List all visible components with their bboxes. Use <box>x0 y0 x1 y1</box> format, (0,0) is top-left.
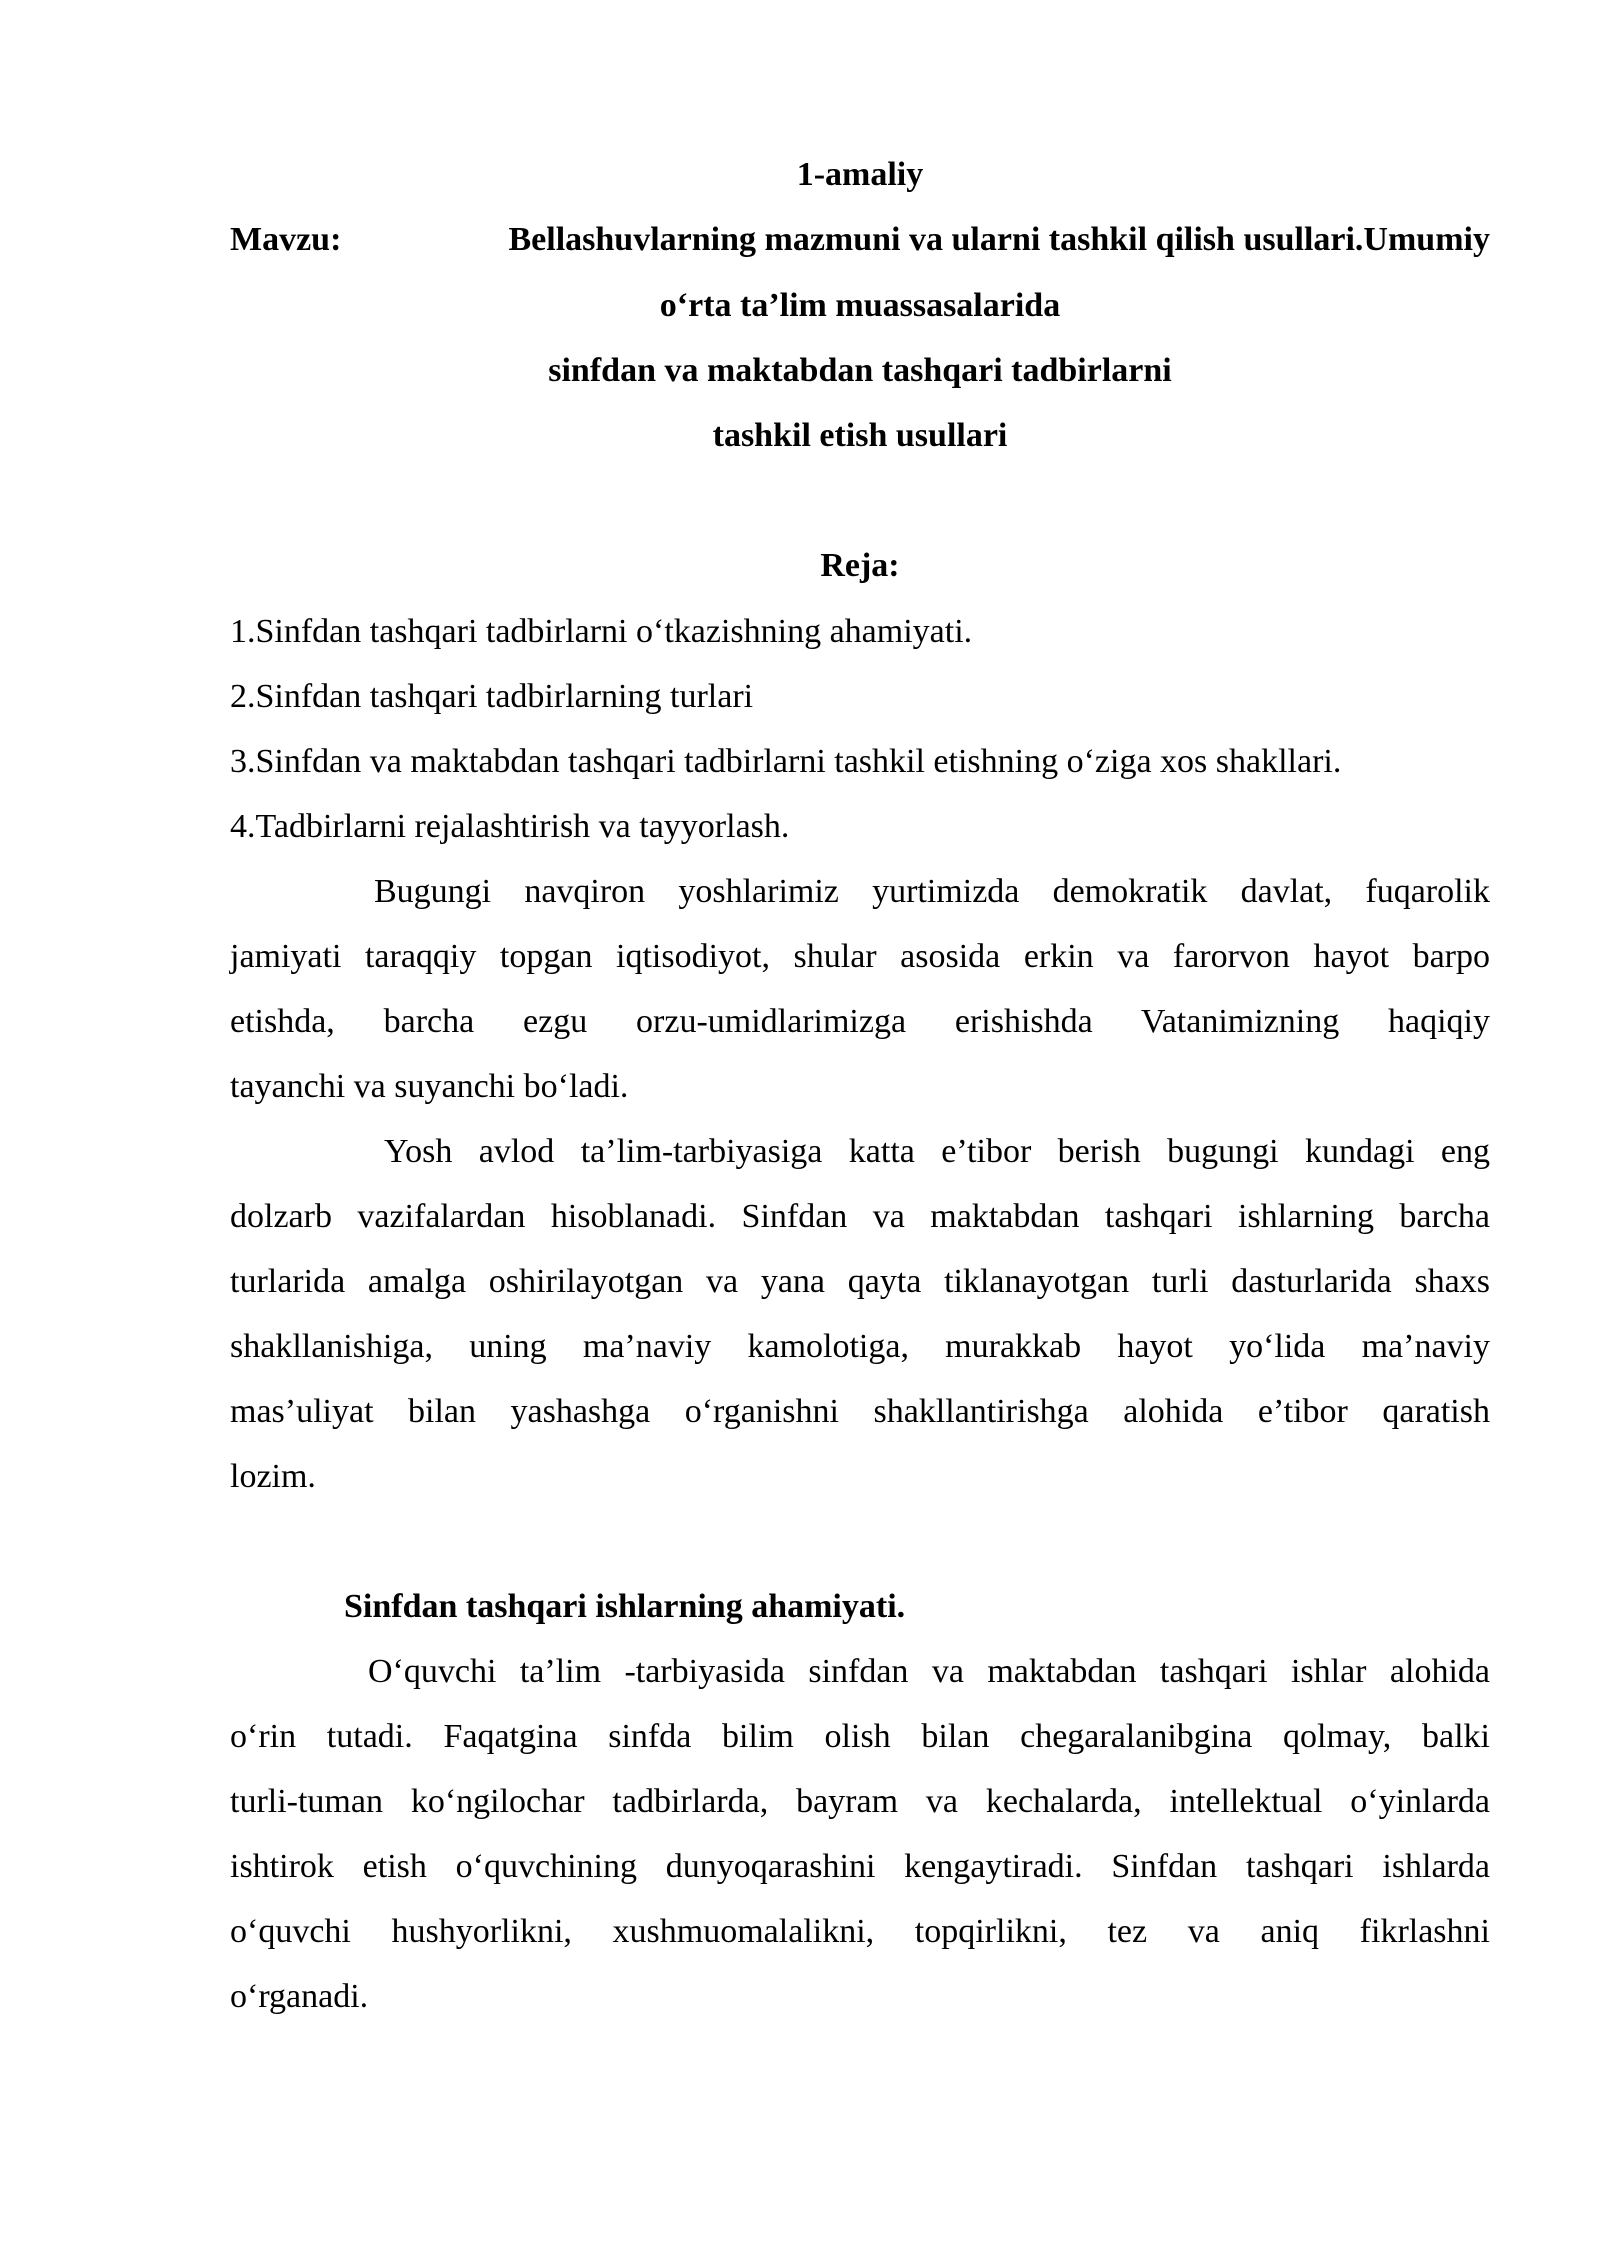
paragraph-2-line: lozim. <box>230 1458 316 1495</box>
paragraph-2-line: Yosh avlod ta’lim-tarbiyasiga katta e’tibor berish bugungi kundagi eng <box>384 1133 1490 1170</box>
reja-title: Reja: <box>820 547 900 584</box>
title-line-2: o‘rta ta’lim muassasalarida <box>659 287 1061 324</box>
paragraph-3-line: ishtirok etish o‘quvchining dunyoqarashini kengaytiradi. Sinfdan tashqari ishlarda <box>230 1848 1490 1885</box>
plan-item: 4.Tadbirlarni rejalashtirish va tayyorlash. <box>230 808 790 845</box>
paragraph-1-line: etishda, barcha ezgu orzu-umidlarimizga erishishda Vatanimizning haqiqiy <box>230 1003 1490 1040</box>
title-line-1: Bellashuvlarning mazmuni va ularni tashkil qilish usullari.Umumiy <box>508 221 1490 258</box>
mavzu-label: Mavzu: <box>230 221 342 258</box>
paragraph-3-line: o‘rganadi. <box>230 1978 369 2015</box>
paragraph-3-line: o‘quvchi hushyorlikni, xushmuomalalikni, topqirlikni, tez va aniq fikrlashni <box>230 1913 1490 1950</box>
paragraph-2-line: mas’uliyat bilan yashashga o‘rganishni shakllantirishga alohida e’tibor qaratish <box>230 1393 1490 1430</box>
paragraph-2-line: dolzarb vazifalardan hisoblanadi. Sinfdan va maktabdan tashqari ishlarning barcha <box>230 1198 1490 1235</box>
paragraph-2-line: shakllanishiga, uning ma’naviy kamolotiga, murakkab hayot yo‘lida ma’naviy <box>230 1328 1490 1365</box>
paragraph-3-line: O‘quvchi ta’lim -tarbiyasida sinfdan va maktabdan tashqari ishlar alohida <box>368 1653 1490 1690</box>
plan-item: 3.Sinfdan va maktabdan tashqari tadbirlarni tashkil etishning o‘ziga xos shakllari. <box>230 743 1342 780</box>
paragraph-1-line: jamiyati taraqqiy topgan iqtisodiyot, shular asosida erkin va farorvon hayot barpo <box>230 938 1490 975</box>
paragraph-3-line: turli-tuman ko‘ngilochar tadbirlarda, bayram va kechalarda, intellektual o‘yinlarda <box>230 1783 1490 1820</box>
paragraph-3-line: o‘rin tutadi. Faqatgina sinfda bilim olish bilan chegaralanibgina qolmay, balki <box>230 1718 1490 1755</box>
title-line-3: sinfdan va maktabdan tashqari tadbirlarni <box>548 352 1172 389</box>
plan-item: 2.Sinfdan tashqari tadbirlarning turlari <box>230 678 754 715</box>
plan-item: 1.Sinfdan tashqari tadbirlarni o‘tkazishning ahamiyati. <box>230 613 973 650</box>
paragraph-1-line: tayanchi va suyanchi bo‘ladi. <box>230 1068 629 1105</box>
heading: 1-amaliy <box>796 156 924 193</box>
section-heading: Sinfdan tashqari ishlarning ahamiyati. <box>344 1588 906 1625</box>
paragraph-2-line: turlarida amalga oshirilayotgan va yana qayta tiklanayotgan turli dasturlarida shaxs <box>230 1263 1490 1300</box>
title-line-4: tashkil etish usullari <box>712 417 1008 454</box>
paragraph-1-line: Bugungi navqiron yoshlarimiz yurtimizda demokratik davlat, fuqarolik <box>374 873 1490 910</box>
